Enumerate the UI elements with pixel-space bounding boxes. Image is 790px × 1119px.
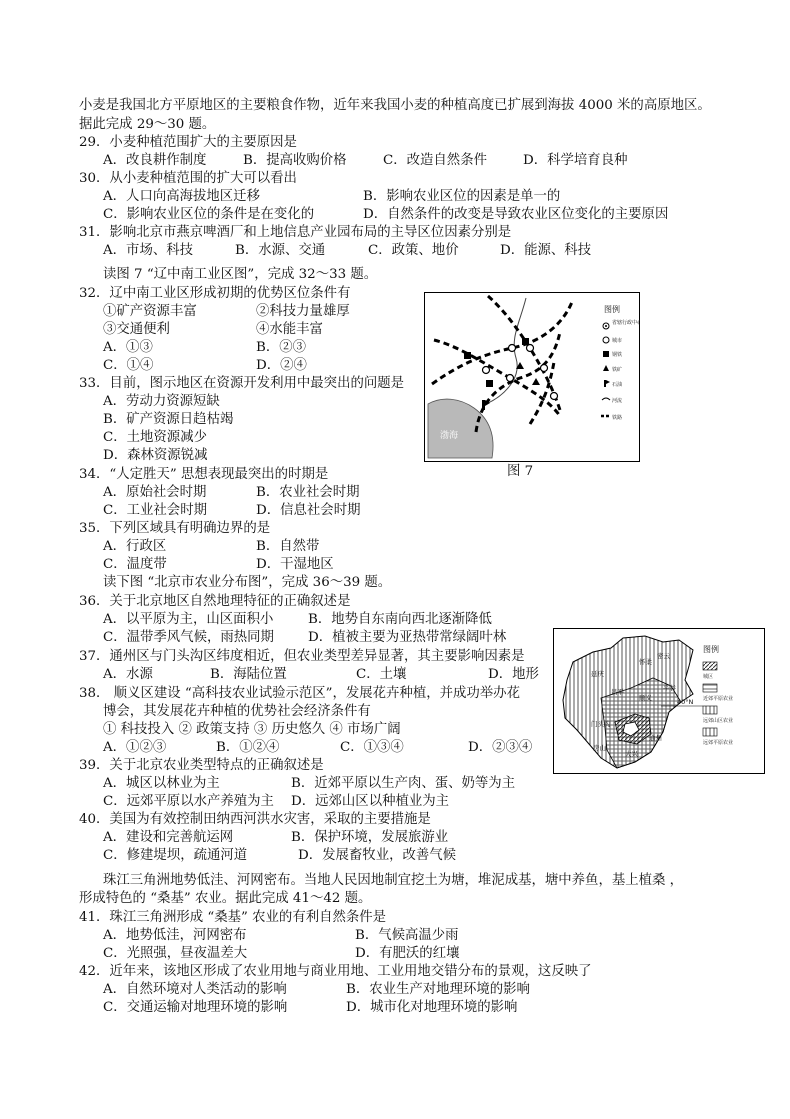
q32-item-1: ①矿产资源丰富 — [103, 304, 197, 319]
q35-stem: 35．下列区域具有明确边界的是 — [79, 521, 271, 536]
q30-stem: 30．从小麦种植范围的扩大可以看出 — [79, 171, 297, 186]
q34-option-c: C．工业社会时期 — [103, 503, 207, 518]
sea-label: 渤海 — [440, 431, 459, 441]
q38-stem-line-2: 博会，其发展花卉种植的优势社会经济条件有 — [103, 704, 371, 719]
q29-stem: 29．小麦种植范围扩大的主要原因是 — [79, 135, 297, 150]
intro-line-2: 据此完成 29～30 题。 — [79, 117, 216, 132]
q35-option-d: D．干湿地区 — [256, 557, 334, 572]
q39-option-d: D．远郊山区以种植业为主 — [291, 794, 450, 809]
q36-option-b: B．地势自东南向西北逐渐降低 — [308, 612, 492, 627]
q32-option-a: A．①③ — [103, 340, 153, 355]
pearl-delta-intro-2: 形成特色的 “桑基” 农业。据此完成 41～42 题。 — [79, 891, 372, 906]
legend-title: 图例 — [604, 305, 620, 314]
q33-option-c: C．土地资源减少 — [103, 430, 207, 445]
fig7-industrial-map — [424, 292, 640, 462]
q37-option-c: C．土壤 — [356, 667, 407, 682]
q31-stem: 31．影响北京市燕京啤酒厂和上地信息产业园布局的主导区位因素分别是 — [79, 225, 512, 240]
q30-option-a: A．人口向高海拔地区迁移 — [103, 189, 260, 204]
q38-option-d: D．②③④ — [468, 740, 533, 755]
q32-option-d: D．②④ — [256, 358, 307, 373]
q41-option-c: C．光照强，昼夜温差大 — [103, 946, 248, 961]
q34-option-d: D．信息社会时期 — [256, 503, 361, 518]
legend-oil: 石油 — [612, 382, 623, 388]
q32-item-3: ③交通便利 — [103, 322, 170, 337]
q29-option-a: A．改良耕作制度 — [103, 153, 207, 168]
q29-option-b: B．提高收购价格 — [243, 153, 347, 168]
svg-text:平谷: 平谷 — [663, 684, 676, 692]
q40-option-d: D．发展畜牧业，改善气候 — [298, 848, 457, 863]
read-beijing-map-instruction: 读下图 “北京市农业分布图”，完成 36～39 题。 — [103, 575, 392, 590]
fig7-map-drawing — [424, 292, 640, 462]
svg-text:近郊平原农业: 近郊平原农业 — [703, 696, 734, 702]
svg-text:顺义: 顺义 — [639, 694, 652, 702]
q36-option-d: D．植被主要为亚热带常绿阔叶林 — [308, 630, 507, 645]
q41-option-d: D．有肥沃的红壤 — [355, 946, 460, 961]
q32-option-c: C．①④ — [103, 358, 154, 373]
q37-option-d: D．地形 — [488, 667, 539, 682]
q37-option-a: A．水源 — [103, 667, 153, 682]
q41-option-a: A．地势低洼，河网密布 — [103, 928, 247, 943]
beijing-agriculture-map — [553, 628, 765, 774]
q32-option-b: B．②③ — [256, 340, 307, 355]
q34-stem: 34．“人定胜天” 思想表现最突出的时期是 — [79, 467, 329, 482]
q39-option-a: A．城区以林业为主 — [103, 776, 220, 791]
q33-option-d: D．森林资源锐减 — [103, 448, 208, 463]
legend-railway: 铁路 — [612, 415, 623, 421]
svg-text:远郊山区农业: 远郊山区农业 — [703, 718, 734, 724]
q32-stem: 32．辽中南工业区形成初期的优势区位条件有 — [79, 286, 351, 301]
q39-stem: 39．关于北京农业类型特点的正确叙述是 — [79, 758, 324, 773]
q31-option-d: D．能源、科技 — [500, 243, 592, 258]
q40-option-a: A．建设和完善航运网 — [103, 830, 234, 845]
q40-option-b: B．保护环境，发展旅游业 — [291, 830, 449, 845]
legend-steel: 钢铁 — [612, 352, 623, 358]
q39-option-c: C．远郊平原以水产养殖为主 — [103, 794, 274, 809]
q42-stem: 42．近年来，该地区形成了农业用地与商业用地、工业用地交错分布的景观，这反映了 — [79, 964, 592, 979]
svg-text:房山: 房山 — [593, 744, 606, 752]
q42-option-a: A．自然环境对人类活动的影响 — [103, 982, 287, 997]
pearl-delta-intro-1: 珠江三角洲地势低洼、河网密布。当地人民因地制宜挖土为塘，堆泥成基，塘中养鱼，基上植桑 ， — [103, 873, 684, 888]
q38-option-c: C．①③④ — [340, 740, 404, 755]
q42-option-d: D．城市化对地理环境的影响 — [346, 1000, 518, 1015]
svg-text:门头沟: 门头沟 — [591, 720, 611, 728]
q42-option-c: C．交通运输对地理环境的影响 — [103, 1000, 288, 1015]
q29-option-d: D．科学培育良种 — [523, 153, 628, 168]
fig7-caption: 图 7 — [507, 464, 534, 479]
q35-option-b: B．自然带 — [256, 539, 320, 554]
q33-option-a: A．劳动力资源短缺 — [103, 394, 220, 409]
q31-option-b: B．水源、交通 — [235, 243, 326, 258]
svg-text:昌平: 昌平 — [611, 688, 624, 696]
svg-text:城区: 城区 — [703, 674, 714, 680]
q34-option-a: A．原始社会时期 — [103, 485, 207, 500]
legend-iron: 铁矿 — [612, 367, 623, 373]
legend-capital: 省辖行政中心 — [612, 320, 640, 326]
legend-city: 城市 — [612, 338, 623, 344]
q38-option-b: B．①②④ — [216, 740, 280, 755]
q33-stem: 33．目前，图示地区在资源开发利用中最突出的问题是 — [79, 376, 405, 391]
q39-option-b: B．近郊平原以生产肉、蛋、奶等为主 — [291, 776, 516, 791]
q40-stem: 40．美国为有效控制田纳西河洪水灾害，采取的主要措施是 — [79, 812, 431, 827]
q30-option-b: B．影响农业区位的因素是单一的 — [363, 189, 561, 204]
svg-text:大兴: 大兴 — [625, 750, 638, 758]
q37-stem: 37．通州区与门头沟区纬度相近，但农业类型差异显著，其主要影响因素是 — [79, 649, 525, 664]
q38-option-a: A．①②③ — [103, 740, 167, 755]
q42-option-b: B．农业生产对地理环境的影响 — [346, 982, 530, 997]
beijing-map-drawing — [553, 628, 765, 774]
q35-option-a: A．行政区 — [103, 539, 167, 554]
svg-text:延庆: 延庆 — [591, 670, 604, 678]
q34-option-b: B．农业社会时期 — [256, 485, 360, 500]
q36-option-c: C．温带季风气候，雨热同期 — [103, 630, 274, 645]
q38-items: ① 科技投入 ② 政策支持 ③ 历史悠久 ④ 市场广阔 — [103, 722, 401, 737]
svg-text:通州: 通州 — [649, 734, 662, 742]
read-fig7-instruction: 读图 7 “辽中南工业区图”，完成 32～33 题。 — [103, 267, 378, 282]
latitude-label: 40°N — [677, 698, 694, 706]
svg-text:怀柔: 怀柔 — [639, 658, 652, 666]
q35-option-c: C．温度带 — [103, 557, 167, 572]
svg-text:密云: 密云 — [657, 652, 670, 660]
q29-option-c: C．改造自然条件 — [383, 153, 487, 168]
q32-item-2: ②科技力量雄厚 — [256, 304, 350, 319]
q31-option-a: A．市场、科技 — [103, 243, 194, 258]
q36-option-a: A．以平原为主，山区面积小 — [103, 612, 274, 627]
q32-item-4: ④水能丰富 — [256, 322, 323, 337]
q36-stem: 36．关于北京地区自然地理特征的正确叙述是 — [79, 594, 351, 609]
q31-option-c: C．政策、地价 — [368, 243, 459, 258]
q37-option-b: B．海陆位置 — [210, 667, 287, 682]
q40-option-c: C．修建堤坝，疏通河道 — [103, 848, 248, 863]
q41-stem: 41．珠江三角洲形成 “桑基” 农业的有利自然条件是 — [79, 910, 387, 925]
legend-title: 图例 — [703, 645, 719, 654]
q30-option-c: C．影响农业区位的条件是在变化的 — [103, 207, 315, 222]
q30-option-d: D．自然条件的改变是导致农业区位变化的主要原因 — [363, 207, 669, 222]
q33-option-b: B．矿产资源日趋枯竭 — [103, 412, 234, 427]
intro-line-1: 小麦是我国北方平原地区的主要粮食作物，近年来我国小麦的种植高度已扩展到海拔 4000 米的高原地区。 — [79, 98, 711, 113]
svg-text:远郊平原农业: 远郊平原农业 — [703, 740, 734, 746]
legend-river: 河流 — [612, 398, 623, 404]
q38-stem-line-1: 38． 顺义区建设 “高科技农业试验示范区”，发展花卉种植，并成功举办花 — [79, 686, 520, 701]
q41-option-b: B．气候高温少雨 — [355, 928, 459, 943]
